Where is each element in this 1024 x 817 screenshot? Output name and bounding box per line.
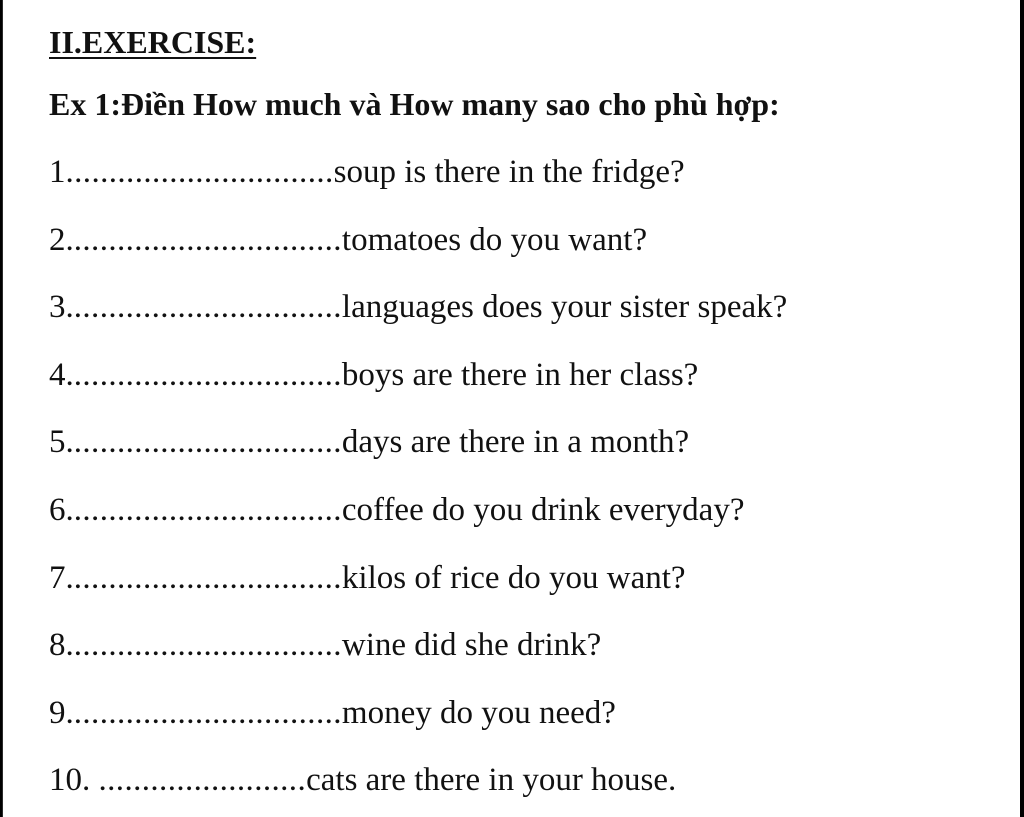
item-number: 8.	[49, 627, 74, 664]
exercise-item	[49, 691, 787, 759]
exercise-item	[49, 758, 787, 817]
exercise-item	[49, 285, 787, 353]
item-number: 5.	[49, 424, 74, 461]
item-number: 10.	[49, 762, 99, 799]
item-number: 4.	[49, 356, 74, 393]
answer-blank: ...............................	[73, 356, 342, 393]
item-number: 7.	[49, 559, 74, 596]
item-number: 3.	[49, 289, 74, 326]
exercise-sheet	[2, 0, 1020, 817]
exercise-item	[49, 623, 787, 691]
answer-blank: ...............................	[73, 559, 342, 596]
item-text: wine did she drink?	[341, 627, 602, 664]
item-number: 9.	[49, 694, 74, 731]
item-text: days are there in a month?	[341, 424, 690, 461]
answer-blank: ...............................	[73, 491, 342, 528]
item-number: 2.	[49, 221, 74, 258]
answer-blank: ...............................	[73, 694, 342, 731]
item-number: 6.	[49, 491, 74, 528]
item-text: money do you need?	[341, 694, 616, 731]
exercise-instruction: Ex 1:Điền How much và How many sao cho phù hợp:	[49, 86, 780, 122]
exercise-item	[49, 150, 787, 218]
answer-blank: ...............................	[73, 289, 342, 326]
answer-blank: ...............................	[73, 627, 342, 664]
item-text: languages does your sister speak?	[341, 289, 788, 326]
exercise-item	[49, 556, 787, 624]
item-number: 1	[49, 154, 66, 190]
exercise-item	[49, 420, 787, 488]
item-text: kilos of rice do you want?	[341, 559, 686, 596]
item-text: coffee do you drink everyday?	[341, 491, 745, 528]
answer-blank: ...............................	[73, 221, 342, 258]
exercise-item	[49, 353, 787, 421]
item-text: boys are there in her class?	[341, 356, 699, 393]
section-title: II.EXERCISE:	[49, 24, 257, 60]
item-text: cats are there in your house.	[306, 762, 677, 799]
answer-blank: ........................	[98, 762, 307, 799]
item-text: tomatoes do you want?	[341, 221, 648, 258]
exercise-item	[49, 488, 787, 556]
exercise-item	[49, 218, 787, 286]
answer-blank: ...............................	[65, 154, 334, 190]
answer-blank: ...............................	[73, 424, 342, 461]
item-text: soup is there in the fridge?	[333, 154, 685, 190]
exercise-list	[49, 150, 787, 817]
